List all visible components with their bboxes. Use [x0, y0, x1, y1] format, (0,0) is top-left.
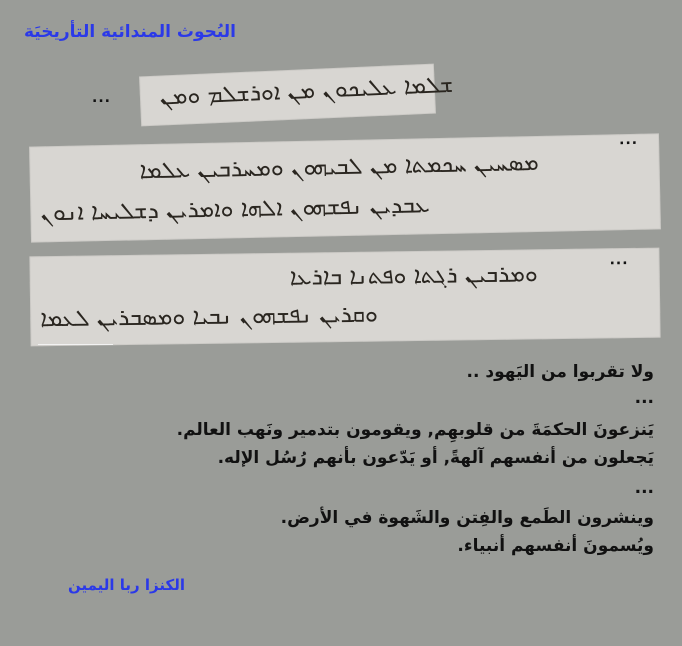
ellipsis-3: ...: [609, 252, 629, 269]
translation-line: يَنزعونَ الحكمَةَ من قلوبهِم, ويقومون بتدمير ونَهب العالم.: [176, 420, 654, 440]
source-signature: الكنزا ربا اليمين: [68, 576, 186, 594]
ellipsis-1: ...: [92, 90, 111, 106]
manuscript-line: ܫܠܡܐ ܥܠܝܟܘܢ ܡܢ ܐܘܪܫܠܡ ܘܡܢ: [159, 71, 454, 111]
manuscript-strip-2: [29, 133, 661, 242]
translation-line: يَجعلون من أنفسهم آلهةً, أو يَدّعون بأنهم رُسُل الإله.: [217, 448, 654, 468]
translation-line: ولا تقربوا من اليَهود ..: [466, 362, 654, 382]
manuscript-line: ܘܡܪܒܝܢ ܪܓܬܐ ܘܦܬܢܐ ܒܐܪܥܐ: [289, 261, 538, 291]
manuscript-strip-3: [29, 248, 660, 347]
manuscript-strip-1: [139, 64, 454, 127]
divider: [38, 344, 113, 345]
translation-line: ويُسمونَ أنفسهم أنبياء.: [457, 536, 654, 556]
translation-line: وينشرون الطَمع والفِتن والشَهوة في الأرض.: [280, 508, 654, 528]
page-title: البُحوث المندائية التأريخيَة: [24, 22, 237, 42]
manuscript-line: ܡܣܚܝܢ ܚܟܡܬܐ ܡܢ ܠܒܝܗܘܢ ܘܡܚܪܒܝܢ ܥܠܡܐ: [139, 149, 539, 185]
manuscript-line: ܥܒܕܝܢ ܢܦܫܗܘܢ ܐܠܗܐ ܘܐܡܪܝܢ ܕܫܠܝܚܐ ܐܢܘܢ: [40, 192, 430, 227]
translation-ellipsis: ...: [634, 478, 654, 498]
manuscript-line: ܘܩܪܝܢ ܢܦܫܗܘܢ ܢܒܝܐ ܘܡܣܒܪܝܢ ܠܥܡܐ: [40, 301, 378, 333]
ellipsis-2: ...: [618, 131, 639, 149]
translation-ellipsis: ...: [634, 388, 654, 408]
